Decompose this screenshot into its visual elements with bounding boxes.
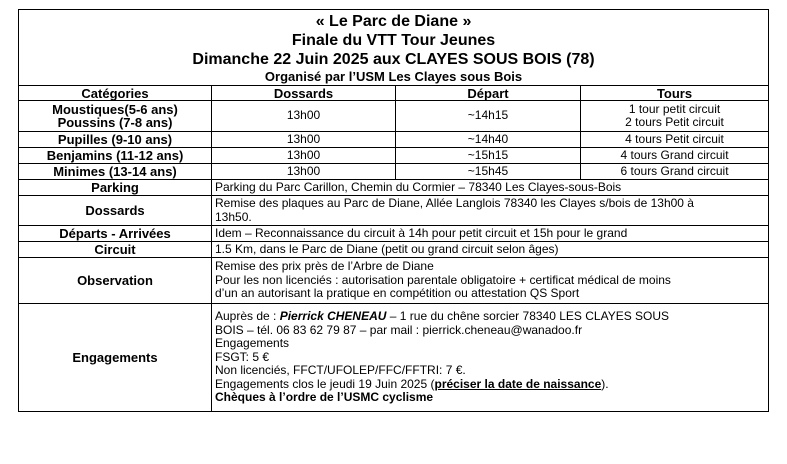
engagements-contact-prefix: Auprès de : bbox=[215, 309, 280, 324]
category-cell: Benjamins (11-12 ans) bbox=[19, 148, 212, 164]
engagements-deadline-suffix: ). bbox=[601, 376, 609, 391]
tours-cell: 4 tours Petit circuit bbox=[581, 132, 769, 148]
event-organizer: Organisé par l’USM Les Clayes sous Bois bbox=[264, 69, 523, 84]
dossards-cell: 13h00 bbox=[212, 132, 396, 148]
dossards-label: Dossards bbox=[19, 196, 212, 226]
column-header-row bbox=[19, 86, 769, 101]
observation-text: Remise des prix près de l’Arbre de Diane bbox=[215, 259, 434, 274]
dossards-info bbox=[212, 196, 769, 226]
departs-row bbox=[19, 226, 769, 242]
circuit-row bbox=[19, 242, 769, 258]
engagements-contact-details: BOIS – tél. 06 83 62 79 87 – par mail : pierrick.cheneau@wanadoo.fr bbox=[215, 322, 583, 337]
table-row bbox=[19, 164, 769, 180]
category-cell: Minimes (13-14 ans) bbox=[19, 164, 212, 180]
engagements-heading: Engagements bbox=[215, 336, 290, 351]
depart-cell: ~15h15 bbox=[396, 148, 581, 164]
dossards-text: Remise des plaques au Parc de Diane, Allée Langlois 78340 les Clayes s/bois de 13h00 à bbox=[215, 196, 694, 210]
dossards-cell: 13h00 bbox=[212, 148, 396, 164]
tours-label: 2 tours Petit circuit bbox=[625, 115, 724, 129]
column-header-depart: Départ bbox=[396, 86, 581, 101]
tours-cell: 6 tours Grand circuit bbox=[581, 164, 769, 180]
tours-label: 1 tour petit circuit bbox=[628, 101, 721, 116]
table-row bbox=[19, 132, 769, 148]
engagements-payment-note: Chèques à l’ordre de l’USMC cyclisme bbox=[215, 390, 434, 405]
category-cell: Pupilles (9-10 ans) bbox=[19, 132, 212, 148]
circuit-label: Circuit bbox=[19, 242, 212, 258]
event-date-location: Dimanche 22 Juin 2025 aux CLAYES SOUS BOIS (78) bbox=[192, 51, 595, 68]
table-row bbox=[19, 101, 769, 132]
column-header-dossards: Dossards bbox=[212, 86, 396, 101]
tours-cell bbox=[581, 101, 769, 132]
table-row bbox=[19, 148, 769, 164]
column-header-categories: Catégories bbox=[19, 86, 212, 101]
dossards-cell: 13h00 bbox=[212, 164, 396, 180]
engagements-contact-name: Pierrick CHENEAU bbox=[279, 309, 387, 324]
engagements-deadline-note: préciser la date de naissance bbox=[434, 376, 602, 391]
dossards-cell: 13h00 bbox=[212, 101, 396, 132]
tours-cell: 4 tours Grand circuit bbox=[581, 148, 769, 164]
event-subtitle: Finale du VTT Tour Jeunes bbox=[291, 32, 496, 49]
parking-label: Parking bbox=[19, 180, 212, 196]
depart-cell: ~14h40 bbox=[396, 132, 581, 148]
observation-row bbox=[19, 258, 769, 304]
dossards-row bbox=[19, 196, 769, 226]
dossards-text: 13h50. bbox=[215, 209, 252, 224]
engagements-fee-others: Non licenciés, FFCT/UFOLEP/FFC/FFTRI: 7 €. bbox=[215, 363, 466, 378]
column-header-tours: Tours bbox=[581, 86, 769, 101]
observation-label: Observation bbox=[19, 258, 212, 304]
engagements-label: Engagements bbox=[19, 304, 212, 412]
event-name: « Le Parc de Diane » bbox=[315, 13, 472, 30]
observation-text: d’un an autorisant la pratique en compétition ou attestation QS Sport bbox=[215, 286, 580, 301]
parking-row bbox=[19, 180, 769, 196]
observation-info bbox=[212, 258, 769, 304]
engagements-contact-address: – 1 rue du chêne sorcier 78340 LES CLAYES SOUS bbox=[386, 309, 670, 324]
category-label: Moustiques(5-6 ans) bbox=[52, 101, 178, 117]
engagements-deadline-prefix: Engagements clos le jeudi 19 Juin 2025 ( bbox=[215, 376, 435, 391]
departs-label: Départs - Arrivées bbox=[19, 226, 212, 242]
engagements-contact bbox=[215, 310, 765, 324]
title-row bbox=[19, 10, 769, 86]
depart-cell: ~14h15 bbox=[396, 101, 581, 132]
event-title-block bbox=[19, 10, 769, 86]
engagements-info bbox=[212, 304, 769, 412]
engagements-deadline bbox=[215, 378, 765, 392]
event-table bbox=[18, 9, 769, 412]
engagements-fee-fsgt: FSGT: 5 € bbox=[215, 349, 270, 364]
departs-text: Idem – Reconnaissance du circuit à 14h pour petit circuit et 15h pour le grand bbox=[212, 226, 769, 242]
observation-text: Pour les non licenciés : autorisation parentale obligatoire + certificat médical de moins bbox=[215, 272, 671, 287]
category-cell bbox=[19, 101, 212, 132]
parking-text: Parking du Parc Carillon, Chemin du Cormier – 78340 Les Clayes-sous-Bois bbox=[212, 180, 769, 196]
category-label: Poussins (7-8 ans) bbox=[57, 115, 173, 130]
engagements-row bbox=[19, 304, 769, 412]
depart-cell: ~15h45 bbox=[396, 164, 581, 180]
circuit-text: 1.5 Km, dans le Parc de Diane (petit ou grand circuit selon âges) bbox=[212, 242, 769, 258]
